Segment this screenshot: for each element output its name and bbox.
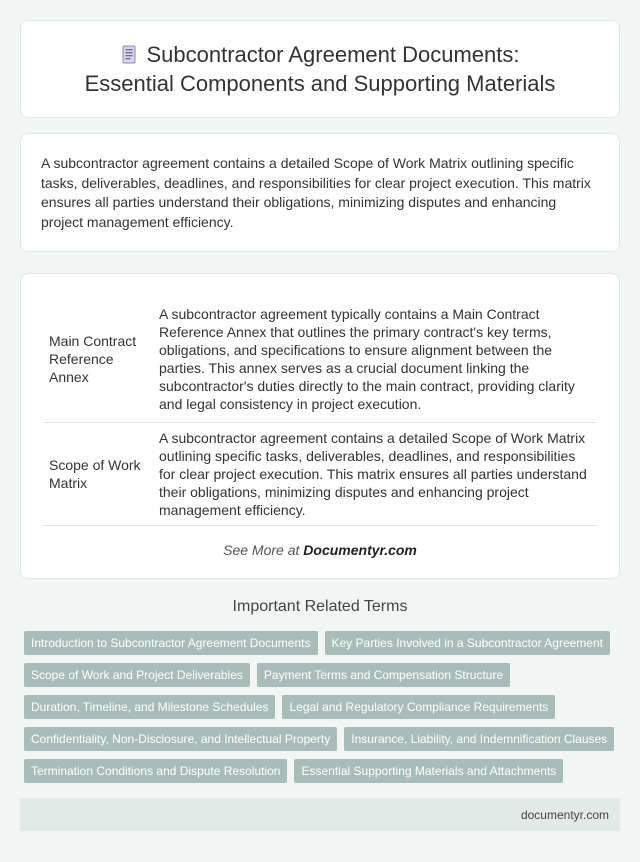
term-cell: Main Contract Reference Annex [43, 296, 153, 423]
related-term-tag[interactable]: Essential Supporting Materials and Attachments [294, 759, 563, 783]
see-more-site[interactable]: Documentyr.com [303, 542, 417, 558]
terms-table [43, 296, 597, 526]
related-term-tag[interactable]: Duration, Timeline, and Milestone Schedules [24, 695, 275, 719]
table-row [43, 423, 597, 526]
related-term-tag[interactable]: Insurance, Liability, and Indemnification Clauses [344, 727, 614, 751]
title-card [20, 20, 620, 118]
title-line-2: Essential Components and Supporting Materials [84, 71, 556, 96]
related-term-tag[interactable]: Scope of Work and Project Deliverables [24, 663, 250, 687]
table-row [43, 296, 597, 423]
title-line-1: Subcontractor Agreement Documents: [146, 42, 520, 67]
related-term-tag[interactable]: Termination Conditions and Dispute Resolution [24, 759, 287, 783]
terms-table-card [20, 273, 620, 579]
related-term-tag[interactable]: Confidentiality, Non-Disclosure, and Intellectual Property [24, 727, 337, 751]
term-cell: Scope of Work Matrix [43, 423, 153, 526]
see-more-prefix: See More at [223, 542, 300, 558]
document-icon [121, 45, 137, 64]
see-more-link[interactable] [21, 542, 619, 558]
intro-card [20, 133, 620, 252]
related-terms-heading: Important Related Terms [232, 598, 408, 615]
related-terms-list [24, 631, 624, 791]
page-title [85, 40, 556, 98]
related-term-tag[interactable]: Payment Terms and Compensation Structure [257, 663, 510, 687]
definition-cell: A subcontractor agreement typically contains a Main Contract Reference Annex that outlines the primary contract's key terms, obligations, and specifications to ensure alignment between the parties. This annex serves as a crucial document linking the subcontractor's duties directly to the main contract, providing clarity and legal consistency in project execution. [153, 296, 597, 423]
definition-cell: A subcontractor agreement contains a detailed Scope of Work Matrix outlining specific tasks, deliverables, deadlines, and responsibilities for clear project execution. This matrix ensures all parties understand their obligations, minimizing disputes and enhancing project management efficiency. [153, 423, 597, 526]
related-term-tag[interactable]: Legal and Regulatory Compliance Requirements [282, 695, 555, 719]
related-term-tag[interactable]: Key Parties Involved in a Subcontractor Agreement [325, 631, 610, 655]
related-term-tag[interactable]: Introduction to Subcontractor Agreement Documents [24, 631, 318, 655]
footer-site[interactable]: documentyr.com [520, 807, 609, 822]
footer-bar [20, 798, 620, 831]
intro-text: A subcontractor agreement contains a detailed Scope of Work Matrix outlining specific tasks, deliverables, deadlines, and responsibilities for clear project execution. This matrix ensures all parties understand their obligations, minimizing disputes and enhancing project management efficiency. [41, 155, 591, 230]
